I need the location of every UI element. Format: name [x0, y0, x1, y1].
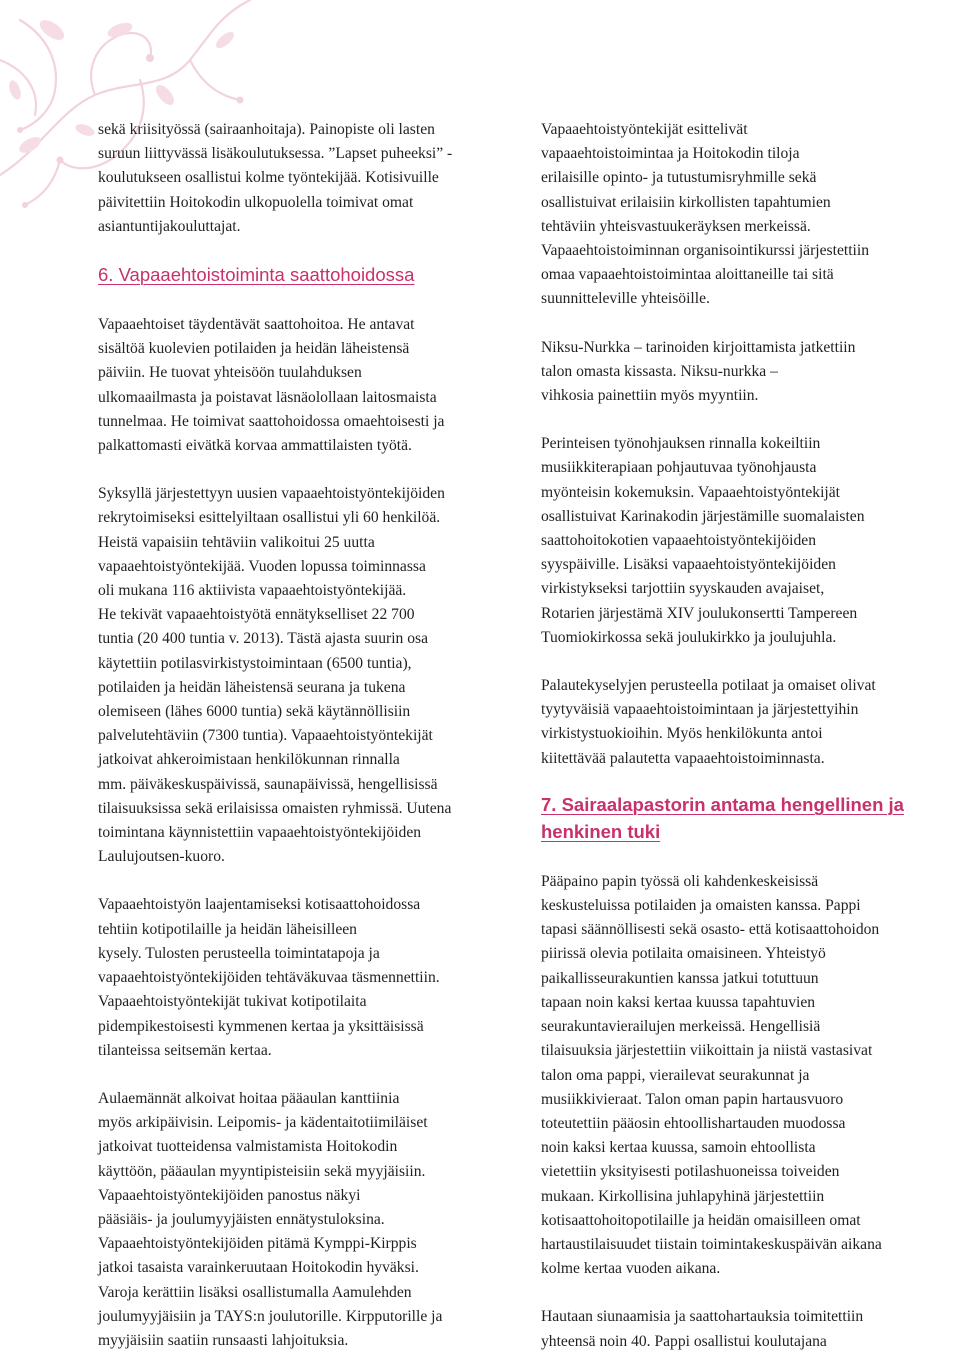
left-paragraph-home-care: Vapaaehtoistyön laajentamiseksi kotisaattohoidossa tehtiin kotipotilaille ja heidän läheisilleen kysely. Tulosten perusteella toimintatapoja ja vapaaehtoistyöntekijöiden tehtäväkuvaa täsmennettiin. Vapaaehtoistyöntekijät tukivat kotipotilaita pidempikestoisesti kymmenen kertaa ja yksittäisissä tilanteissa seitsemän kertaa.: [98, 896, 440, 1059]
section-heading-volunteering: [98, 262, 518, 288]
right-paragraph-supervision: Perinteisen työnohjauksen rinnalla kokeiltiin musiikkiterapiaan pohjautuvaa työnohjausta myönteisin kokemuksin. Vapaaehtoistyöntekijät osallistuivat Karinakodin järjestämille suomalaisten saattohoitokotien vapaaehtoistyöntekijöiden syyspäiville. Lisäksi vapaaehtoistyöntekijöiden virkistykseksi tarjottiin syyskauden avajaiset, Rotarien järjestämä XIV joulukonsertti Tampereen Tuomiokirkossa sekä joulukirkko ja joulujuhla.: [541, 435, 865, 646]
section-heading-pastor-text: 7. Sairaalapastorin antama hengellinen ja henkinen tuki: [541, 793, 904, 842]
left-paragraph-recruitment: Syksyllä järjestettyyn uusien vapaaehtoistyöntekijöiden rekrytoimiseksi esittelyiltaan osallistui yli 60 henkilöä. Heistä vapaisiin tehtäviin valikoitui 25 uutta vapaaehtoistyöntekijää. Vuoden lopussa toiminnassa oli mukana 116 aktiivista vapaaehtoistyöntekijää. He tekivät vapaaehtoistyötä ennätykselliset 22 700 tuntia (20 400 tuntia v. 2013). Tästä ajasta suurin osa käytettiin potilasvirkistystoimintaan (6500 tuntia), potilaiden ja heidän läheistensä seurana ja tukena olemiseen (lähes 6000 tuntia) sekä käytännöllisiin palvelutehtäviin (7300 tuntia). Vapaaehtoistyöntekijät jatkoivat ahkeroimistaan henkilökunnan rinnalla mm. päiväkeskuspäivissä, saunapäivissä, hengellisissä tilaisuuksissa sekä erilaisissa omaisten ryhmissä. Uutena toimintana käynnistettiin vapaaehtoistyöntekijöiden Laulujoutsen-kuoro.: [98, 485, 452, 866]
left-column: [98, 118, 518, 1353]
right-paragraph-feedback: Palautekyselyjen perusteella potilaat ja omaiset olivat tyytyväisiä vapaaehtoistoimintaan ja järjestettyihin virkistystuokioihin. Myös henkilökunta antoi kiitettävää palautetta vapaaehtoistoiminnasta.: [541, 677, 876, 767]
right-paragraph-funerals: Hautaan siunaamisia ja saattohartauksia toimitettiin yhteensä noin 40. Pappi osallistui koulutajana: [541, 1308, 864, 1350]
left-paragraph-lobby-hosts: Aulaemännät alkoivat hoitaa pääaulan kanttiinia myös arkipäivisin. Leipomis- ja kädentaitotiimiläiset jatkoivat tuotteidensa valmistamista Hoitokodin käyttöön, pääaulan myyntipisteisiin sekä myyjäisiin. Vapaaehtoistyöntekijöiden panostus näkyi pääsiäis- ja joulumyyjäisten ennätystuloksina. Vapaaehtoistyöntekijöiden pitämä Kymppi-Kirppis jatkoi tasaista varainkeruutaan Hoitokodin hyväksi. Varoja kerättiin lisäksi osallistumalla Aamulehden joulumyyjäisiin ja TAYS:n joulutorille. Kirpputorille ja myyjäisiin saatiin runsaasti lahjoituksia.: [98, 1089, 443, 1349]
right-paragraph-niksu-nurkka: Niksu-Nurkka – tarinoiden kirjoittamista jatkettiin talon omasta kissasta. Niksu-nurkka – vihkosia painettiin myös myyntiin.: [541, 338, 856, 405]
left-paragraph-training: sekä kriisityössä (sairaanhoitaja). Painopiste oli lasten suruun liittyvässä lisäkoulutuksessa. ”Lapset puheeksi” - koulutukseen osallistui kolme työntekijää. Kotisivuille päivitettiin Hoitokodin ulkopuolella toimivat omat asiantuntijakouluttajat.: [98, 121, 453, 235]
section-heading-pastor: [541, 791, 960, 845]
right-paragraph-presentations: Vapaaehtoistyöntekijät esittelivät vapaaehtoistoimintaa ja Hoitokodin tiloja erilaisille opinto- ja tutustumisryhmille sekä osallistuivat erilaisiin kirkollisten tapahtumien tehtäviin yhteisvastuukeräyksen merkeissä. Vapaaehtoistoiminnan organisointikurssi järjestettiin omaa vapaaehtoistoimintaa aloittaneille tai sitä suunnitteleville yhteisöille.: [541, 121, 869, 308]
right-paragraph-pastor-work: Pääpaino papin työssä oli kahdenkeskeisissä keskusteluissa potilaiden ja omaisten kanssa. Pappi tapasi säännöllisesti sekä osasto- että kotisaattohoidon piirissä olevia potilaita omaisineen. Yhteistyö paikallisseurakuntien kanssa jatkui totuttuun tapaan noin kaksi kertaa kuussa tapahtuvien seurakuntavierailujen merkeissä. Hengellisiä tilaisuuksia järjestettiin viikoittain ja niistä vastasivat talon oma pappi, vierailevat seurakunnat ja musiikkivieraat. Talon oman papin hartausvuoro toteutettiin pääosin ehtoollishartauden muodossa noin kaksi kertaa kuussa, samoin ehtoollista vietettiin yksityisesti potilashuoneissa toiveiden mukaan. Kirkollisina juhlapyhinä järjestettiin kotisaattohoitopotilaille ja heidän omaisilleen omat hartaustilaisuudet tiistain toimintakeskuspäivän aikana kolme kertaa vuoden aikana.: [541, 872, 882, 1278]
left-paragraph-volunteers-role: Vapaaehtoiset täydentävät saattohoitoa. He antavat sisältöä kuolevien potilaiden ja heidän läheistensä päiviin. He tuovat yhteisöön tuulahduksen ulkomaailmasta ja poistavat läsnäolollaan laitosmaista tunnelmaa. He toimivat saattohoidossa omaehtoisesti ja palkattomasti eivätkä korvaa ammattilaisten työtä.: [98, 316, 445, 455]
right-column: [541, 118, 960, 1354]
section-heading-volunteering-text: 6. Vapaaehtoistoiminta saattohoidossa: [98, 264, 415, 286]
